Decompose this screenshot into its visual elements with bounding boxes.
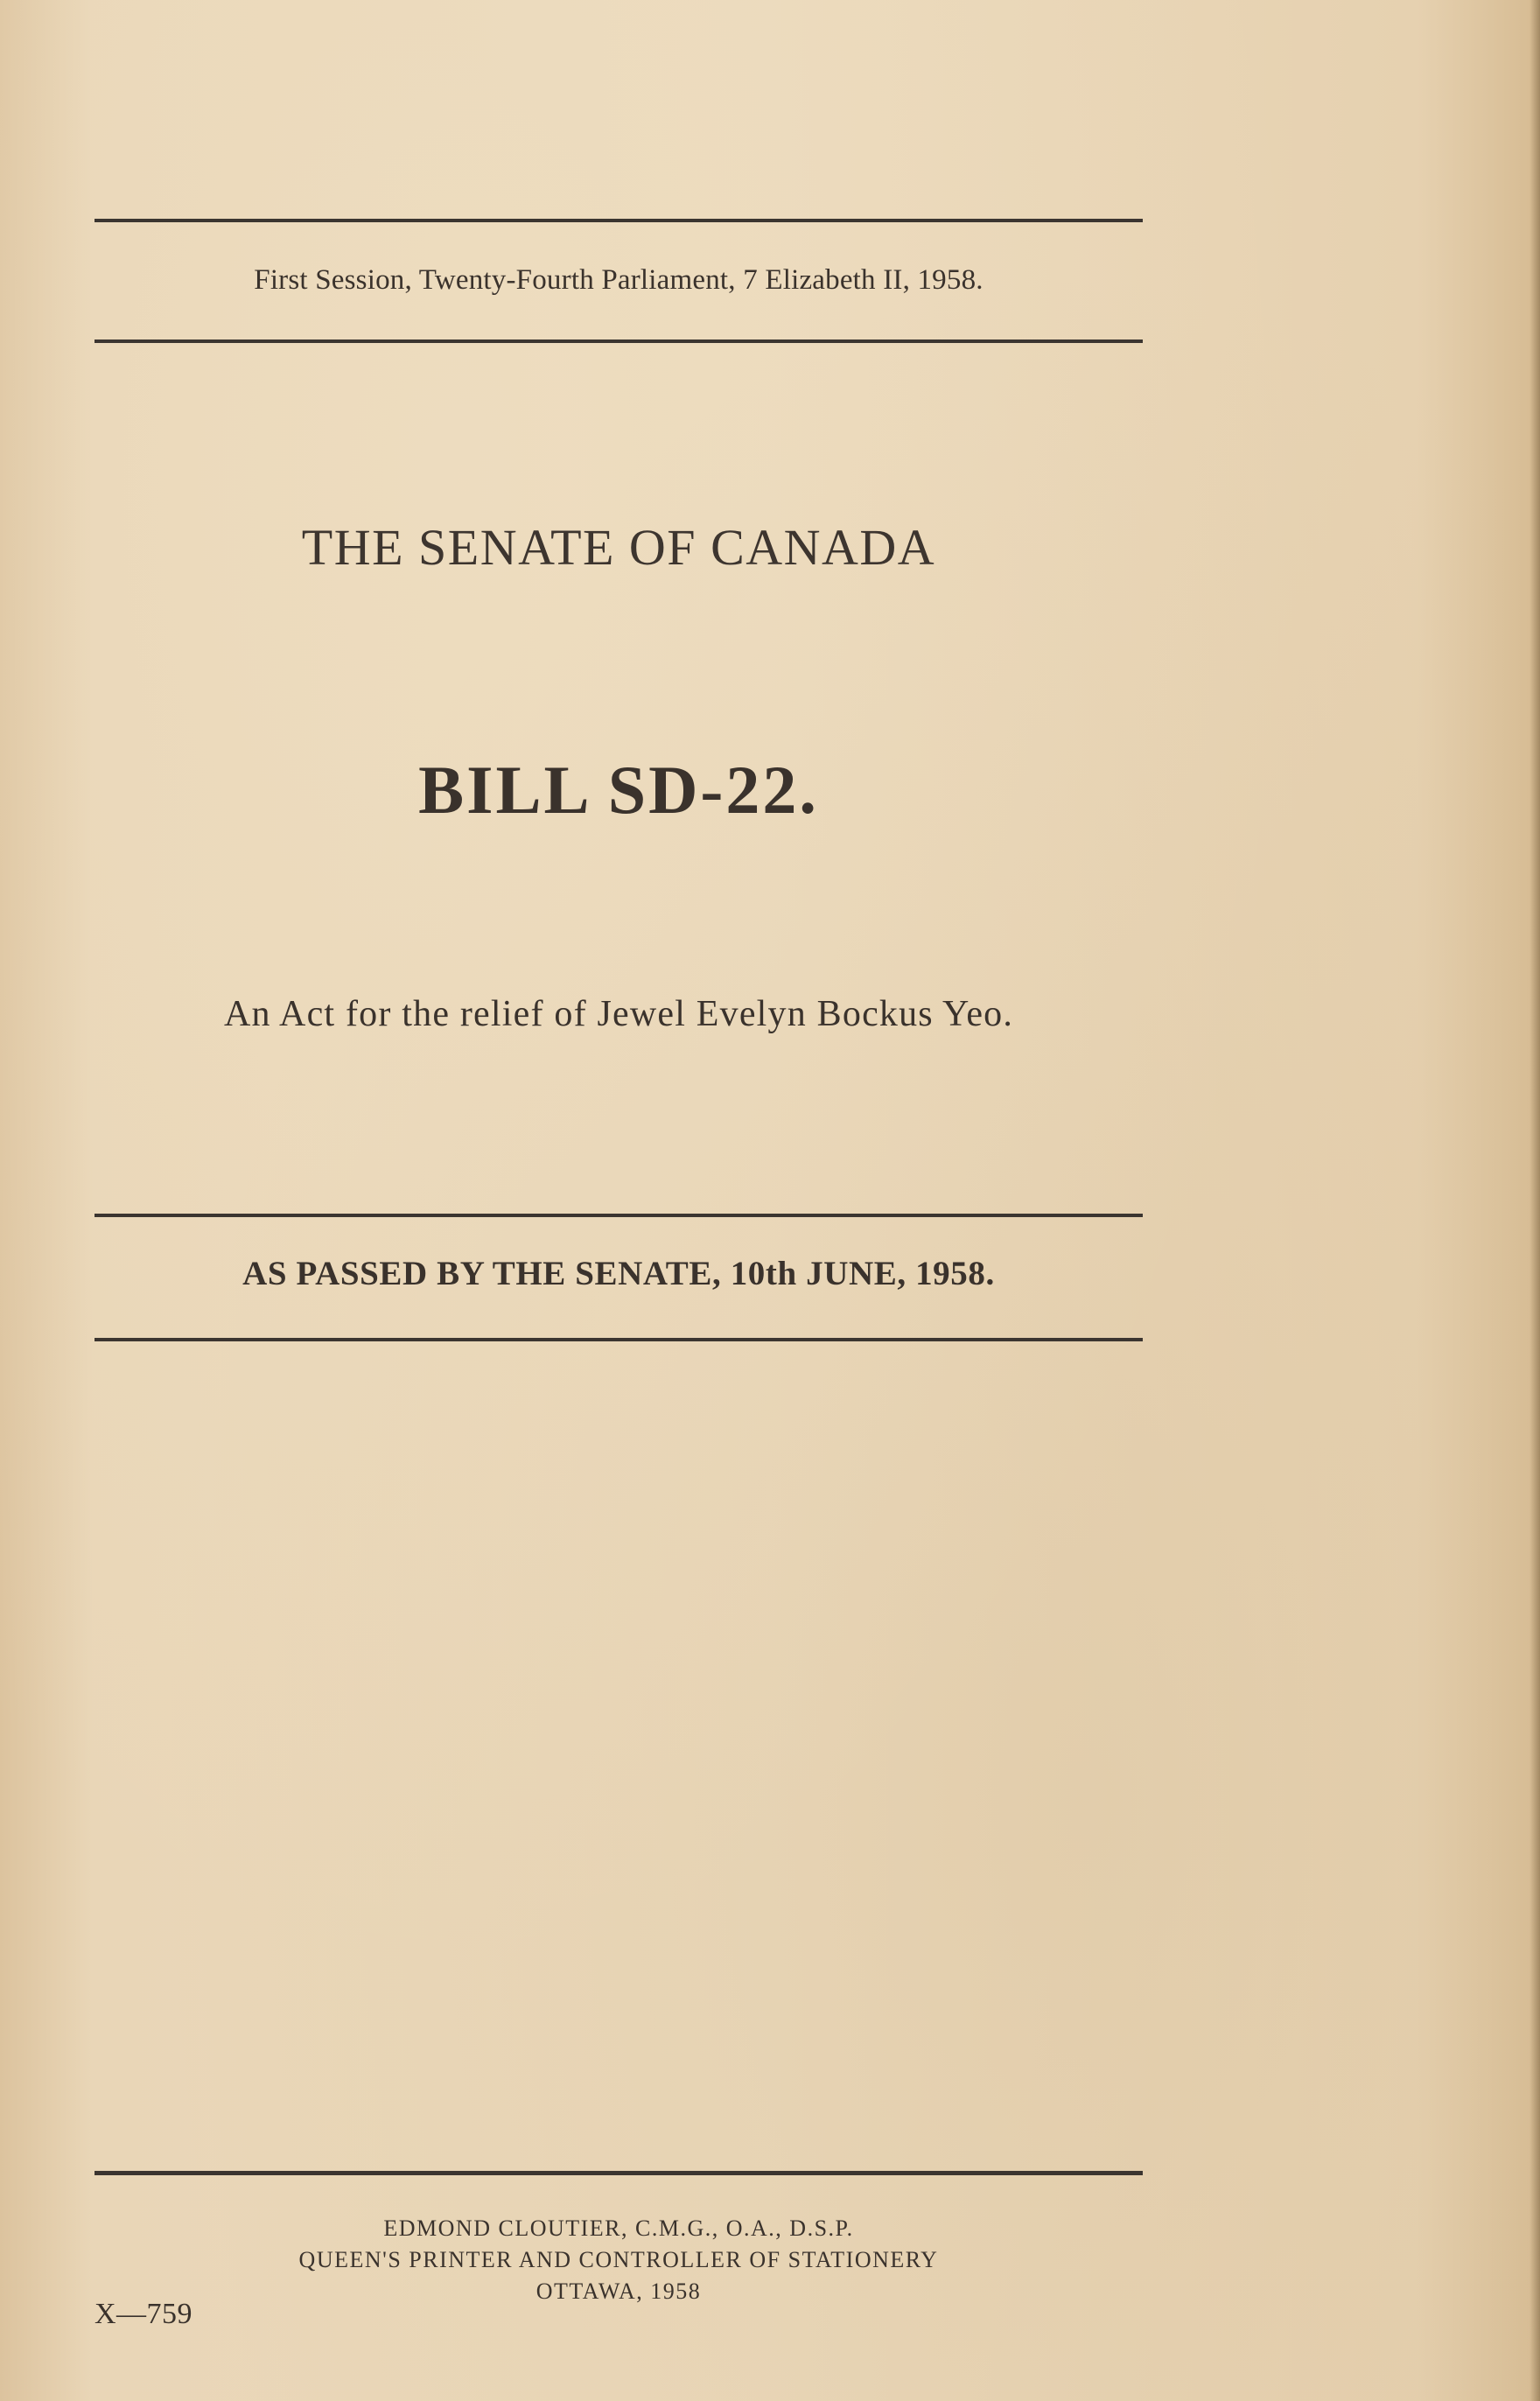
- page-edge-shadow: [1530, 0, 1540, 2401]
- bill-number: BILL SD-22.: [418, 752, 819, 828]
- printer-title: QUEEN'S PRINTER AND CONTROLLER OF STATIONERY: [298, 2247, 939, 2272]
- passed-status-line: AS PASSED BY THE SENATE, 10th JUNE, 1958.: [242, 1255, 995, 1292]
- top-rule: [94, 219, 1143, 222]
- print-place-year: OTTAWA, 1958: [536, 2278, 702, 2304]
- session-line: First Session, Twenty-Fourth Parliament, 7 Elizabeth II, 1958.: [254, 264, 984, 296]
- imprint-rule: [94, 2171, 1143, 2175]
- status-top-rule: [94, 1214, 1143, 1217]
- document-code: X—759: [94, 2298, 193, 2330]
- printer-name: EDMOND CLOUTIER, C.M.G., O.A., D.S.P.: [383, 2216, 854, 2241]
- status-bottom-rule: [94, 1338, 1143, 1341]
- act-title: An Act for the relief of Jewel Evelyn Bockus Yeo.: [223, 994, 1014, 1034]
- session-rule: [94, 340, 1143, 343]
- senate-title: THE SENATE OF CANADA: [301, 519, 936, 576]
